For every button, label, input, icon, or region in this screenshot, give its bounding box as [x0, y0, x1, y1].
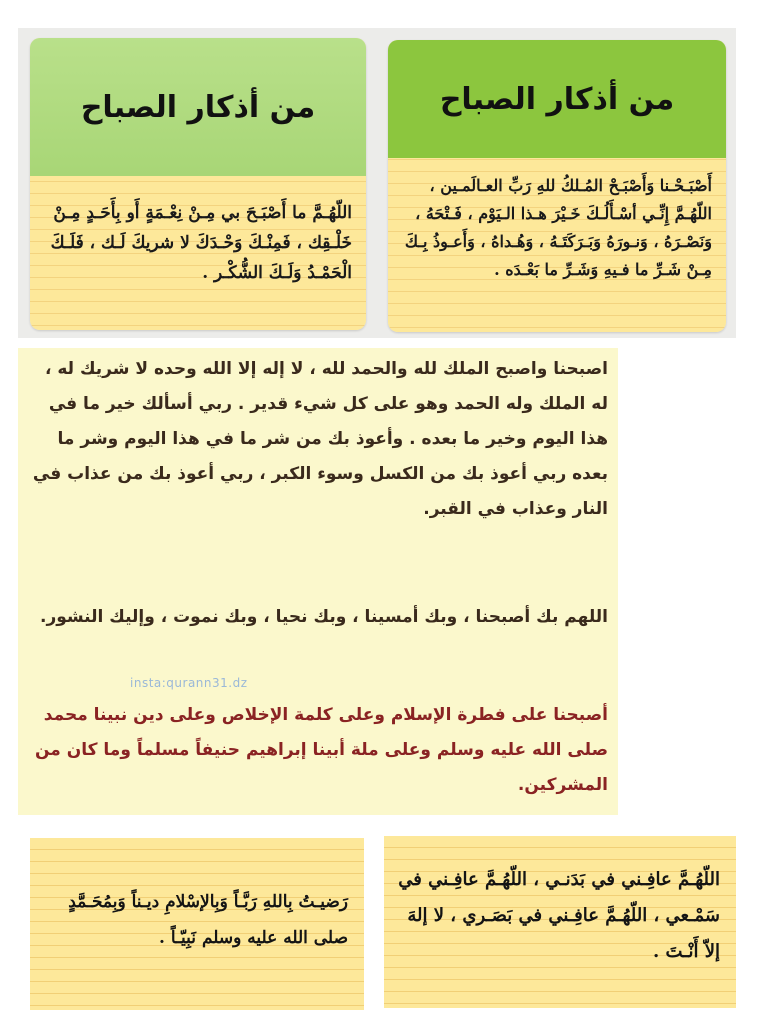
- morning-adhkar-card-left: [30, 38, 366, 330]
- card-title: من أذكار الصباح: [30, 38, 366, 176]
- morning-adhkar-passage: [18, 348, 618, 815]
- card-title: من أذكار الصباح: [388, 40, 726, 158]
- morning-adhkar-card-right: [388, 40, 726, 332]
- card-text: اللّهُـمَّ عافِـني في بَدَنـي ، اللّهُـمَّ عافِـني في سَمْـعي ، اللّهُـمَّ عافِـني في بَصَـري ، لا إلهَ إلاّ أَنْـتَ .: [398, 869, 720, 962]
- card-text: رَضيـتُ بِاللهِ رَبَّـاً وَبِالإسْلامِ ديـناً وَبِمُحَـمَّدٍ صلى الله عليه وسلم نَبِيّـاً .: [68, 892, 348, 948]
- passage-paragraph-1: اصبحنا واصبح الملك لله والحمد لله ، لا إله إلا الله وحده لا شريك له ، له الملك وله الحمد وهو على كل شيء قدير . ربي أسألك خير ما في هذا اليوم وخير ما بعده . وأعوذ بك من شر ما في هذا اليوم وشر ما بعده ربي أعوذ بك من الكسل وسوء الكبر ، ربي أعوذ بك من عذاب في النار وعذاب في القبر.: [32, 359, 608, 519]
- dhikr-card-bottom-left: [30, 838, 364, 1010]
- passage-paragraph-3: أصبحنا على فطرة الإسلام وعلى كلمة الإخلاص وعلى دين نبينا محمد صلى الله عليه وسلم وعلى ملة أبينا إبراهيم حنيفاً مسلماً وما كان من المشركين.: [34, 705, 608, 795]
- watermark: insta:qurann31.dz: [130, 676, 248, 690]
- dhikr-card-bottom-right: [384, 836, 736, 1008]
- card-text: أَصْبَـحْـنا وَأَصْبَـحْ المُـلكُ للهِ رَبِّ العـالَمـين ، اللّهُـمَّ إِنِّـي أسْـأَلُـكَ خَـيْرَ هـذا الـيَوْم ، فَـتْحَهُ ، وَنَصْـرَهُ ، وَنـورَهُ وَبَـرَكَتَـهُ ، وَهُـداهُ ، وَأَعـوذُ بِـكَ مِـنْ شَـرِّ ما فـيهِ وَشَـرِّ ما بَعْـدَه .: [404, 176, 712, 279]
- passage-paragraph-2: اللهم بك أصبحنا ، وبك أمسينا ، وبك نحيا ، وبك نموت ، وإليك النشور.: [39, 607, 608, 627]
- card-text: اللّهُـمَّ ما أَصْبَـحَ بي مِـنْ نِعْـمَةٍ أَو بِأَحَـدٍ مِـنْ خَلْـقِك ، فَمِنْـكَ وَحْـدَكَ لا شريكَ لَـك ، فَلَـكَ الْحَمْـدُ وَلَـكَ الشُّكْـر .: [50, 203, 352, 283]
